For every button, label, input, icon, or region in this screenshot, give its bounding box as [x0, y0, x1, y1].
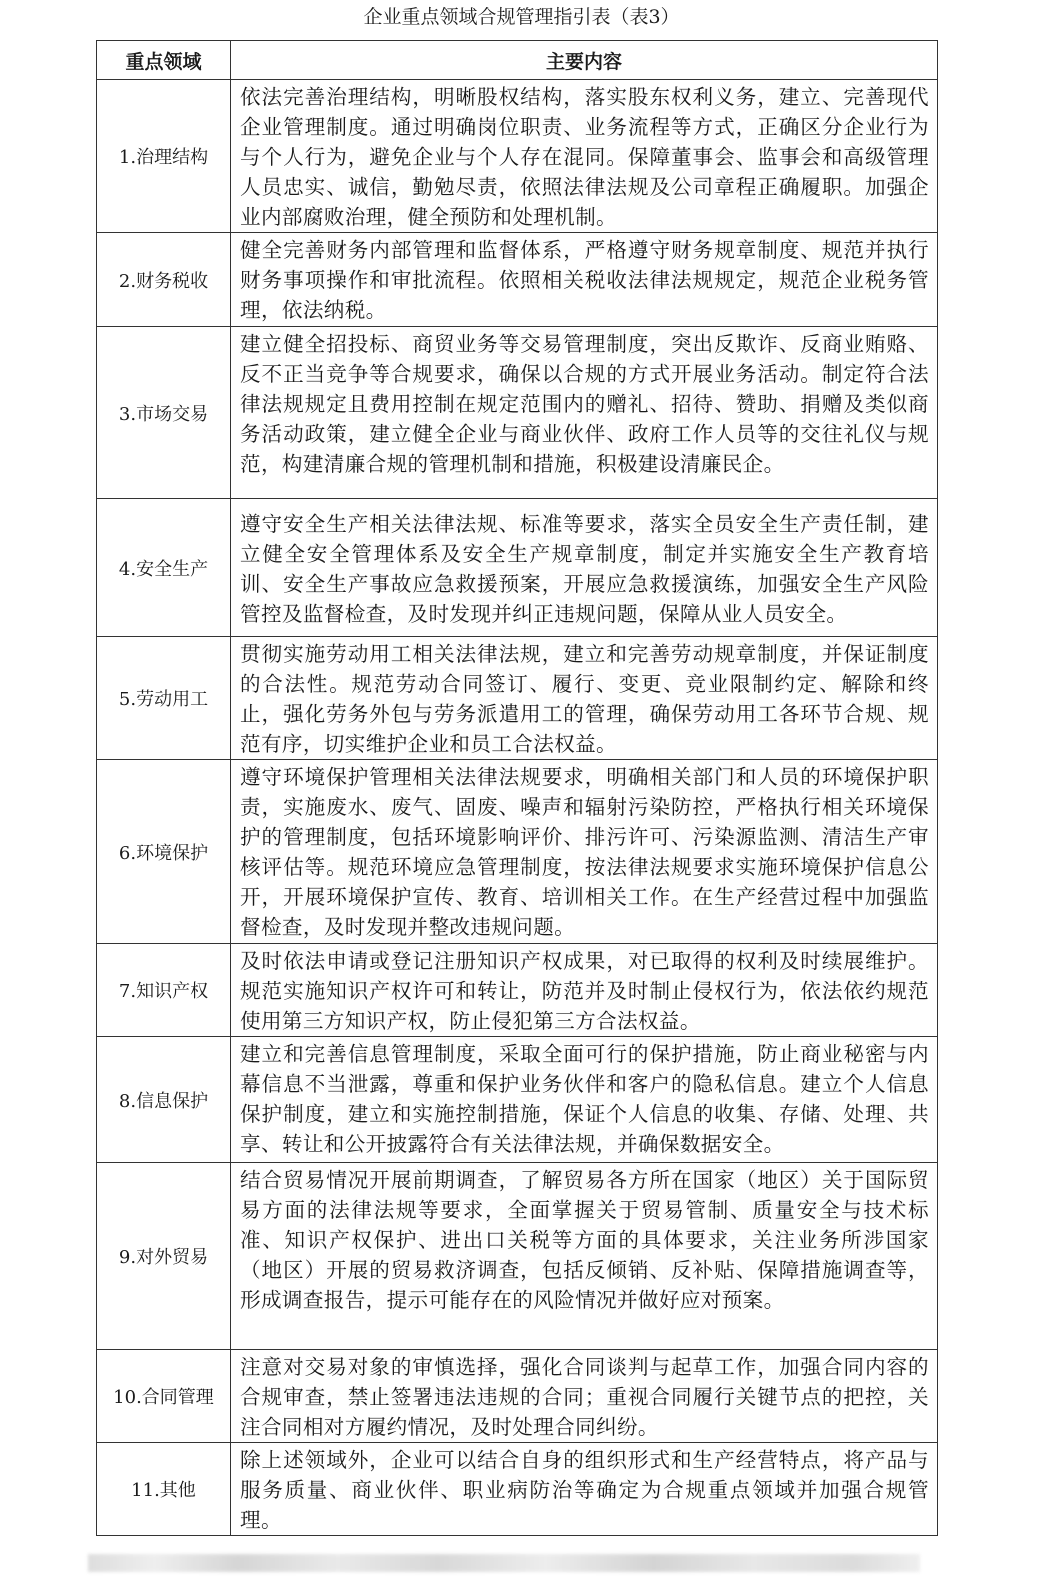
table-row [97, 1037, 938, 1163]
table-header-row [97, 41, 938, 80]
content-cell: 及时依法申请或登记注册知识产权成果，对已取得的权利及时续展维护。规范实施知识产权许可和转让，防范并及时制止侵权行为，依法依约规范使用第三方知识产权，防止侵犯第三方合法权益。 [231, 944, 938, 1037]
content-cell: 结合贸易情况开展前期调查，了解贸易各方所在国家（地区）关于国际贸易方面的法律法规等要求，全面掌握关于贸易管制、质量安全与技术标准、知识产权保护、进出口关税等方面的具体要求，关注业务所涉国家（地区）开展的贸易救济调查，包括反倾销、反补贴、保障措施调查等，形成调查报告，提示可能存在的风险情况并做好应对预案。 [231, 1163, 938, 1350]
area-cell: 9.对外贸易 [97, 1163, 231, 1350]
content-cell: 遵守安全生产相关法律法规、标准等要求，落实全员安全生产责任制，建立健全安全管理体系及安全生产规章制度，制定并实施安全生产教育培训、安全生产事故应急救援预案，开展应急救援演练，加强安全生产风险管控及监督检查，及时发现并纠正违规问题，保障从业人员安全。 [231, 499, 938, 637]
table-row [97, 637, 938, 760]
content-cell: 建立健全招投标、商贸业务等交易管理制度，突出反欺诈、反商业贿赂、反不正当竞争等合规要求，确保以合规的方式开展业务活动。制定符合法律法规规定且费用控制在规定范围内的赠礼、招待、赞助、捐赠及类似商务活动政策，建立健全企业与商业伙伴、政府工作人员等的交往礼仪与规范，构建清廉合规的管理机制和措施，积极建设清廉民企。 [231, 327, 938, 499]
table-row [97, 944, 938, 1037]
area-cell: 10.合同管理 [97, 1350, 231, 1443]
content-cell: 除上述领域外，企业可以结合自身的组织形式和生产经营特点，将产品与服务质量、商业伙伴、职业病防治等确定为合规重点领域并加强合规管理。 [231, 1443, 938, 1536]
content-cell: 注意对交易对象的审慎选择，强化合同谈判与起草工作，加强合同内容的合规审查，禁止签署违法违规的合同；重视合同履行关键节点的把控，关注合同相对方履约情况，及时处理合同纠纷。 [231, 1350, 938, 1443]
table-row [97, 1163, 938, 1350]
table-row [97, 760, 938, 944]
compliance-guide-table [96, 40, 938, 1536]
table-row [97, 1443, 938, 1536]
content-cell: 健全完善财务内部管理和监督体系，严格遵守财务规章制度、规范并执行财务事项操作和审批流程。依照相关税收法律法规规定，规范企业税务管理，依法纳税。 [231, 233, 938, 327]
content-cell: 依法完善治理结构，明晰股权结构，落实股东权利义务，建立、完善现代企业管理制度。通过明确岗位职责、业务流程等方式，正确区分企业行为与个人行为，避免企业与个人存在混同。保障董事会、监事会和高级管理人员忠实、诚信，勤勉尽责，依照法律法规及公司章程正确履职。加强企业内部腐败治理，健全预防和处理机制。 [231, 80, 938, 233]
area-cell: 6.环境保护 [97, 760, 231, 944]
area-cell: 5.劳动用工 [97, 637, 231, 760]
blurred-footer-strip [88, 1554, 920, 1572]
area-cell: 7.知识产权 [97, 944, 231, 1037]
table-row [97, 233, 938, 327]
area-cell: 1.治理结构 [97, 80, 231, 233]
header-area: 重点领域 [97, 41, 231, 80]
table-row [97, 80, 938, 233]
table-row [97, 327, 938, 499]
content-cell: 遵守环境保护管理相关法律法规要求，明确相关部门和人员的环境保护职责，实施废水、废气、固废、噪声和辐射污染防控，严格执行相关环境保护的管理制度，包括环境影响评价、排污许可、污染源监测、清洁生产审核评估等。规范环境应急管理制度，按法律法规要求实施环境保护信息公开，开展环境保护宣传、教育、培训相关工作。在生产经营过程中加强监督检查，及时发现并整改违规问题。 [231, 760, 938, 944]
content-cell: 贯彻实施劳动用工相关法律法规，建立和完善劳动规章制度，并保证制度的合法性。规范劳动合同签订、履行、变更、竞业限制约定、解除和终止，强化劳务外包与劳务派遣用工的管理，确保劳动用工各环节合规、规范有序，切实维护企业和员工合法权益。 [231, 637, 938, 760]
table-row [97, 1350, 938, 1443]
table-row [97, 499, 938, 637]
area-cell: 4.安全生产 [97, 499, 231, 637]
content-cell: 建立和完善信息管理制度，采取全面可行的保护措施，防止商业秘密与内幕信息不当泄露，尊重和保护业务伙伴和客户的隐私信息。建立个人信息保护制度，建立和实施控制措施，保证个人信息的收集、存储、处理、共享、转让和公开披露符合有关法律法规，并确保数据安全。 [231, 1037, 938, 1163]
table-caption: 企业重点领域合规管理指引表（表3） [363, 6, 680, 28]
area-cell: 8.信息保护 [97, 1037, 231, 1163]
header-content: 主要内容 [231, 41, 938, 80]
area-cell: 2.财务税收 [97, 233, 231, 327]
area-cell: 3.市场交易 [97, 327, 231, 499]
area-cell: 11.其他 [97, 1443, 231, 1536]
